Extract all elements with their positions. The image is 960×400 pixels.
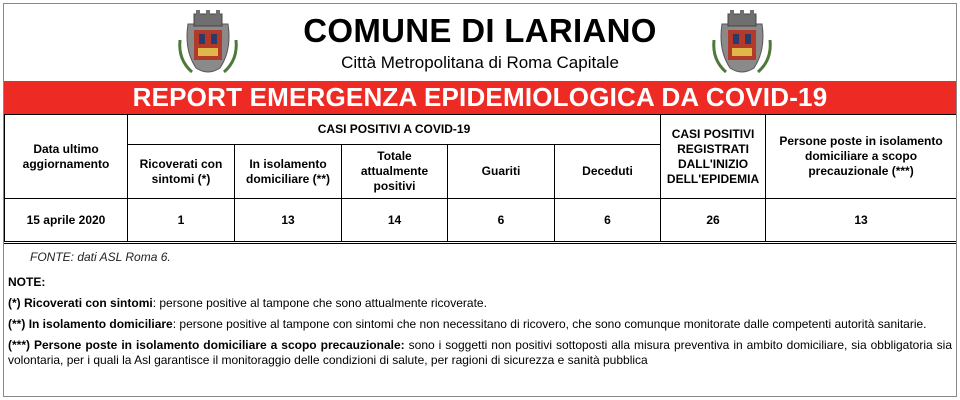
positive-cases-group-header: CASI POSITIVI A COVID-19 [128,115,661,145]
coat-of-arms-icon [710,10,774,76]
note-text: : persone positive al tampone che sono attualmente ricoverate. [152,296,487,310]
note-item [8,338,952,368]
precautionary-isolation-cell: 13 [766,199,957,242]
page-title: COMUNE DI LARIANO [303,12,657,49]
note-term: Persone poste in isolamento domiciliare a scopo precauzionale: [34,338,405,352]
hospitalized-header: Ricoverati con sintomi (*) [128,145,235,199]
registered-cases-cell: 26 [661,199,766,242]
date-header: Data ultimo aggiornamento [5,115,128,199]
covid-report-table [4,114,957,242]
source-note: FONTE: dati ASL Roma 6. [30,250,171,264]
page-subtitle: Città Metropolitana di Roma Capitale [341,53,619,72]
home-isolation-cell: 13 [235,199,342,242]
home-isolation-header: In isolamento domiciliare (**) [235,145,342,199]
recovered-cell: 6 [448,199,555,242]
table-row [5,199,957,242]
note-marker: (***) [8,338,31,352]
note-term: Ricoverati con sintomi [24,296,153,310]
document-header [4,4,956,80]
report-document [3,3,957,397]
note-text: : persone positive al tampone con sintomi che non necessitano di ricovero, che sono comunque monitorate dalle competenti autorità sanitarie. [172,317,927,331]
registered-cases-header: CASI POSITIVI REGISTRATI DALL'INIZIO DELL'EPIDEMIA [661,115,766,199]
note-term: In isolamento domiciliare [28,317,173,331]
deceased-cell: 6 [555,199,661,242]
deceased-header: Deceduti [555,145,661,199]
notes-title: NOTE: [8,275,46,289]
note-item [8,317,952,332]
precautionary-isolation-header: Persone poste in isolamento domiciliare a scopo precauzionale (***) [766,115,957,199]
total-positive-header: Totale attualmente positivi [342,145,448,199]
note-marker: (*) [8,296,21,310]
note-marker: (**) [8,317,26,331]
recovered-header: Guariti [448,145,555,199]
hospitalized-cell: 1 [128,199,235,242]
note-text: sono i soggetti non positivi sottoposti alla misura preventiva in ambito domiciliare, sia obbligatoria sia volontaria, per i quali la Asl garantisce il monitoraggio delle condizioni di salute, per ragioni di sicurezza e sanità pubblica [8,338,952,367]
update-date-cell: 15 aprile 2020 [5,199,128,242]
total-positive-cell: 14 [342,199,448,242]
report-banner: REPORT EMERGENZA EPIDEMIOLOGICA DA COVID-19 [4,81,956,114]
notes-section [4,243,956,397]
note-item [8,296,952,311]
